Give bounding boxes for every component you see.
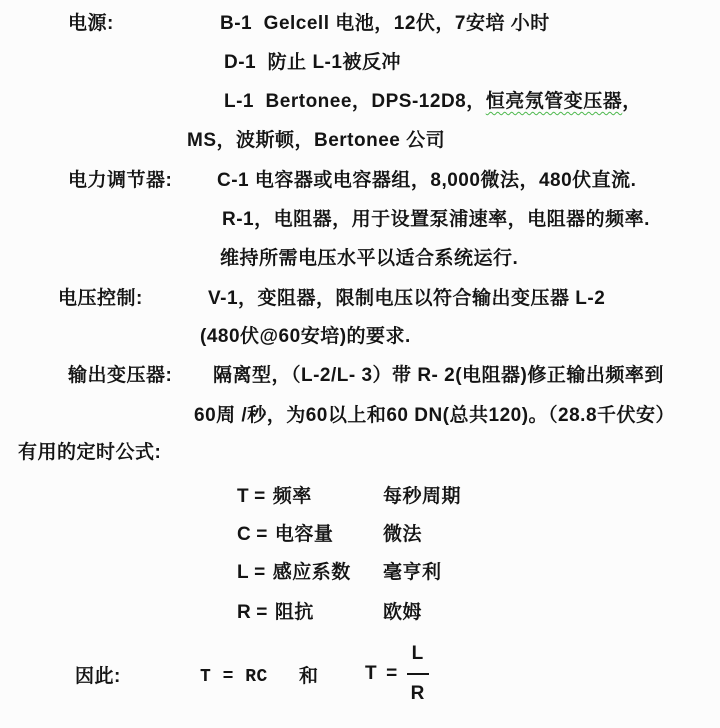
line-l1-suffix: ， — [622, 91, 642, 112]
formula-row-impedance — [237, 603, 422, 623]
line-r1-resistor: R-1，电阻器，用于设置泵浦速率，电阻器的频率. — [222, 209, 650, 230]
formula-row-capacitance — [237, 525, 422, 545]
formula-symbol: R — [237, 602, 252, 623]
formula-symbol: C — [237, 524, 252, 545]
formula-term: 电容量 — [274, 524, 334, 545]
therefore-label: 因此: — [75, 666, 121, 687]
line-ms-company: MS，波斯顿，Bertonee 公司 — [187, 130, 446, 151]
formula-lhs — [237, 487, 383, 507]
formula-unit: 欧姆 — [383, 602, 423, 623]
line-d1-diode: D-1 防止 L-1被反冲 — [224, 52, 401, 73]
formula-unit: 毫亨利 — [383, 562, 442, 583]
equals-sign: = — [254, 486, 266, 507]
line-60-cycles: 60周 /秒，为60以上和60 DN(总共120)。（28.8千伏安） — [194, 405, 676, 426]
formula-unit: 每秒周期 — [383, 486, 462, 507]
line-c1-capacitor: C-1 电容器或电容器组，8,000微法，480伏直流. — [217, 170, 637, 191]
formula-term: 感应系数 — [272, 562, 351, 583]
formula-lhs — [237, 603, 383, 623]
formula-t-equals-l-over-r — [365, 643, 429, 705]
spellcheck-underlined-text: 恒亮氖管变压器 — [485, 91, 623, 112]
formula-row-inductance — [237, 563, 442, 583]
connector-and: 和 — [299, 666, 319, 687]
formula-lhs — [237, 525, 383, 545]
label-power-source: 电源: — [68, 13, 114, 34]
timing-formulas-heading: 有用的定时公式: — [18, 442, 162, 463]
line-l1-prefix: L-1 Bertonee，DPS-12D8， — [224, 91, 486, 112]
line-480v-requirement: (480伏@60安培)的要求. — [200, 326, 411, 347]
line-v1-varistor: V-1，变阻器，限制电压以符合输出变压器 L-2 — [208, 288, 606, 309]
formula-unit: 微法 — [383, 524, 423, 545]
formula-row-frequency — [237, 487, 461, 507]
formula-lhs — [237, 563, 383, 583]
fraction-denominator: R — [410, 683, 425, 704]
label-power-conditioner: 电力调节器: — [68, 170, 173, 191]
formula-term: 频率 — [272, 486, 312, 507]
label-voltage-control: 电压控制: — [58, 288, 143, 309]
equals-sign: = — [254, 562, 266, 583]
equals-sign: = — [386, 663, 398, 684]
formula-term: 阻抗 — [274, 602, 314, 623]
fraction — [407, 643, 429, 705]
line-maintain-voltage: 维持所需电压水平以适合系统运行. — [220, 248, 519, 269]
label-output-transformer: 输出变压器: — [68, 365, 173, 386]
equals-sign: = — [256, 524, 268, 545]
fraction-lhs-symbol: T — [365, 663, 378, 684]
line-isolation-type: 隔离型，（L-2/L- 3）带 R- 2(电阻器)修正输出频率到 — [213, 365, 664, 386]
equals-sign: = — [256, 602, 268, 623]
fraction-bar — [407, 673, 429, 675]
line-l1-transformer — [224, 92, 642, 112]
line-b1-battery: B-1 Gelcell 电池，12伏，7安培 小时 — [220, 13, 550, 34]
formula-t-equals-rc: T = RC — [200, 667, 268, 687]
formula-symbol: T — [237, 486, 250, 507]
fraction-numerator: L — [411, 643, 424, 664]
formula-symbol: L — [237, 562, 250, 583]
